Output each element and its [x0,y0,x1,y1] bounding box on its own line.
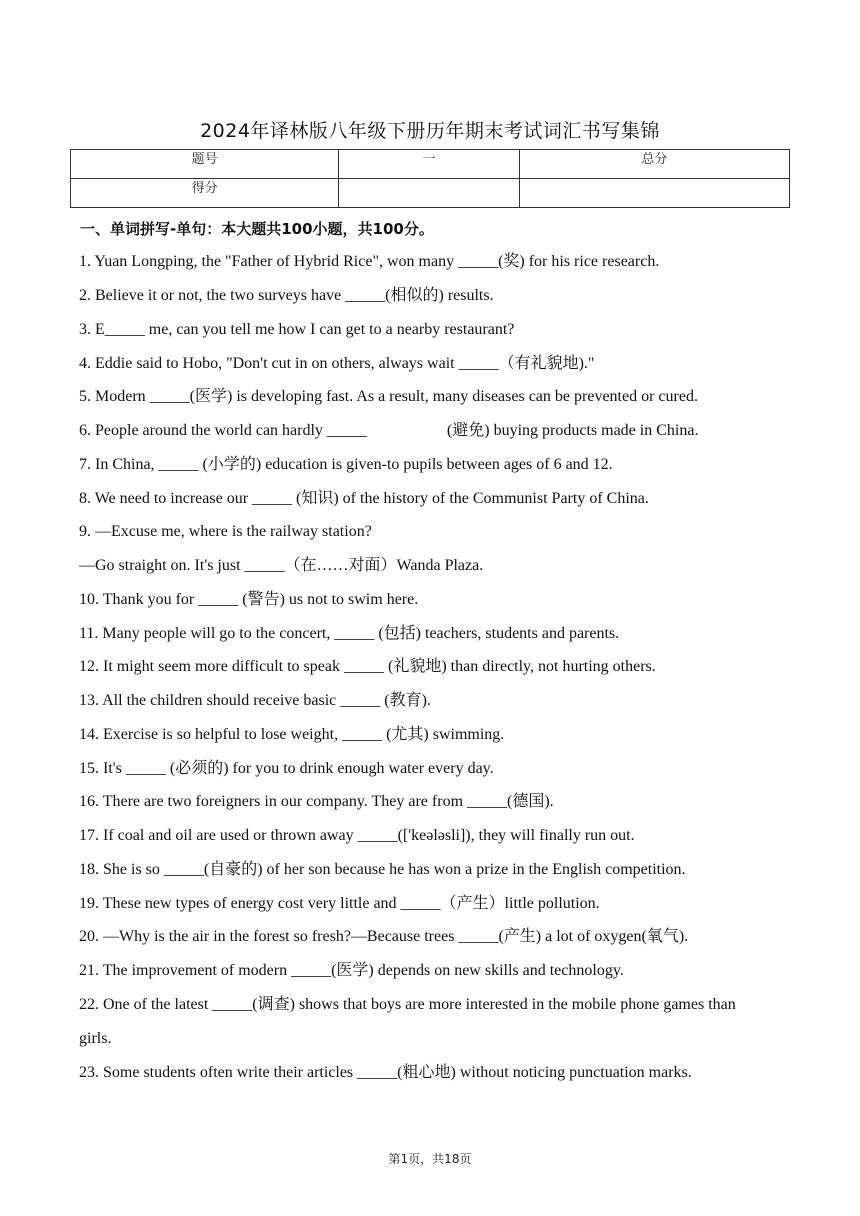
question-line: 3. E_____ me, can you tell me how I can get to a nearby restaurant? [79,321,515,338]
table-cell: 一 [339,150,520,179]
question-line: girls. [79,1030,112,1047]
question-line: 2. Believe it or not, the two surveys have _____(相似的) results. [79,287,494,304]
page-footer: 第1页，共18页 [388,1152,472,1166]
question-line: 6. People around the world can hardly _____ (避免) buying products made in China. [79,422,699,439]
table-cell [519,179,789,208]
question-line: 18. She is so _____(自豪的) of her son because he has won a prize in the English competition. [79,861,686,878]
question-line: 9. —Excuse me, where is the railway station? [79,523,372,540]
table-cell [339,179,520,208]
table-cell: 得分 [71,179,339,208]
score-table [70,149,790,208]
question-line: 17. If coal and oil are used or thrown away _____(['keələsli]), they will finally run out. [79,827,635,844]
question-line: 21. The improvement of modern _____(医学) depends on new skills and technology. [79,962,624,979]
question-line: 7. In China, _____ (小学的) education is given-to pupils between ages of 6 and 12. [79,456,613,473]
question-line: 16. There are two foreigners in our company. They are from _____(德国). [79,793,554,810]
question-line: 14. Exercise is so helpful to lose weight, _____ (尤其) swimming. [79,726,505,743]
question-line: 12. It might seem more difficult to speak _____ (礼貌地) than directly, not hurting others. [79,658,656,675]
question-line: 15. It's _____ (必须的) for you to drink enough water every day. [79,760,494,777]
table-cell: 总分 [519,150,789,179]
question-line: 19. These new types of energy cost very little and _____（产生）little pollution. [79,895,600,912]
question-line: 1. Yuan Longping, the "Father of Hybrid Rice", won many _____(奖) for his rice research. [79,253,660,270]
question-line: 8. We need to increase our _____ (知识) of the history of the Communist Party of China. [79,490,649,507]
question-line: —Go straight on. It's just _____（在……对面）Wanda Plaza. [79,557,484,574]
table-row [71,150,790,179]
page-title: 2024年译林版八年级下册历年期末考试词汇书写集锦 [200,120,660,142]
table-row [71,179,790,208]
question-line: 5. Modern _____(医学) is developing fast. As a result, many diseases can be prevented or cured. [79,388,698,405]
question-line: 13. All the children should receive basic _____ (教育). [79,692,431,709]
question-line: 10. Thank you for _____ (警告) us not to swim here. [79,591,419,608]
table-cell: 题号 [71,150,339,179]
question-line: 4. Eddie said to Hobo, "Don't cut in on others, always wait _____（有礼貌地)." [79,355,595,372]
question-line: 11. Many people will go to the concert, _____ (包括) teachers, students and parents. [79,625,620,642]
question-line: 22. One of the latest _____(调查) shows that boys are more interested in the mobile phone games than [79,996,736,1013]
section-heading: 一、单词拼写-单句：本大题共100小题，共100分。 [80,220,434,238]
question-line: 23. Some students often write their articles _____(粗心地) without noticing punctuation marks. [79,1064,692,1081]
question-line: 20. —Why is the air in the forest so fresh?—Because trees _____(产生) a lot of oxygen(氧气). [79,928,689,945]
